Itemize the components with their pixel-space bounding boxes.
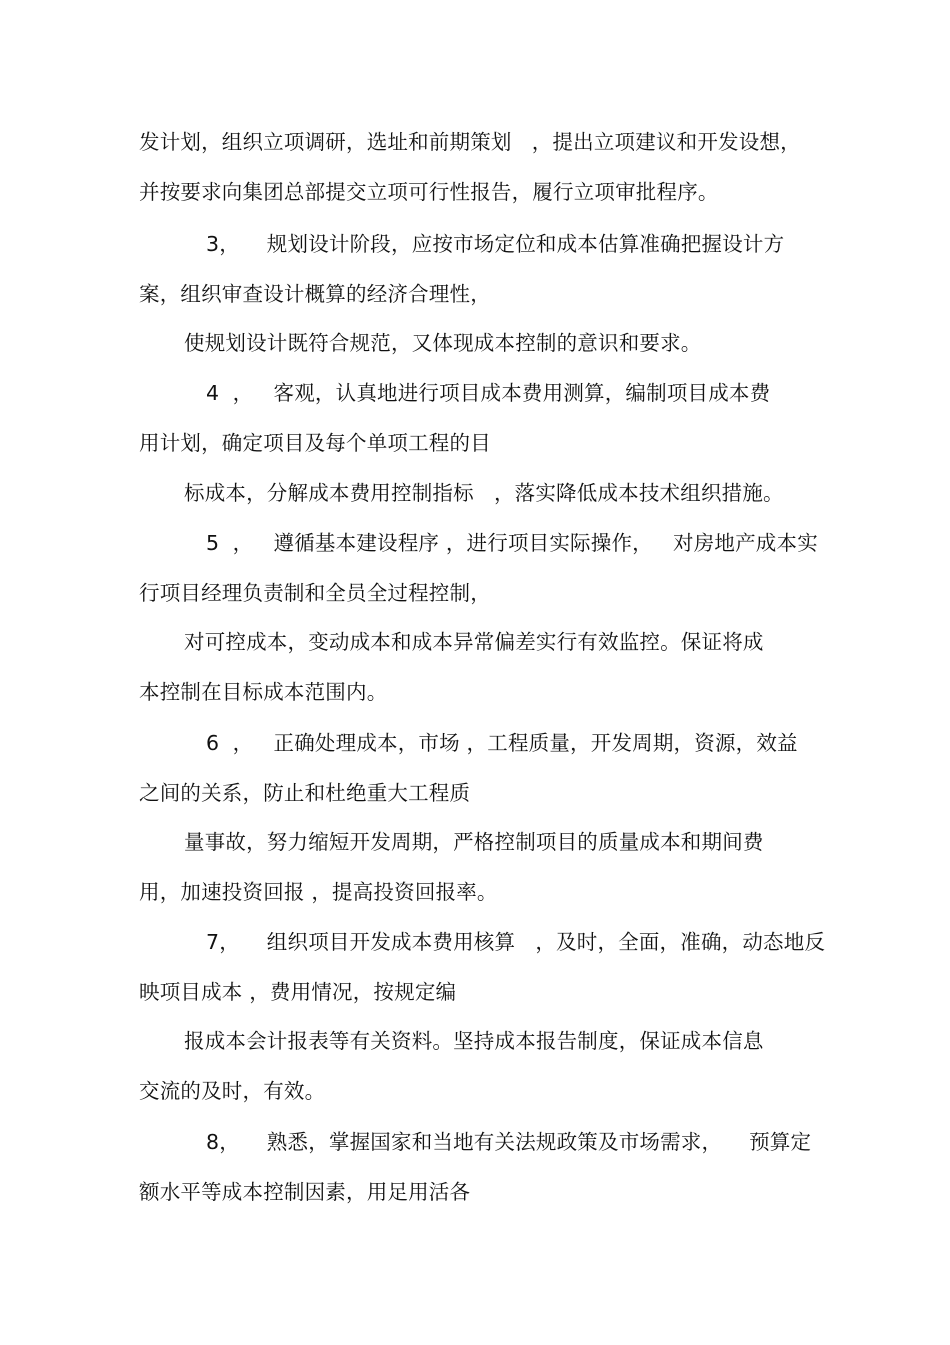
text-line: 报成本会计报表等有关资料。坚持成本报告制度，保证成本信息	[184, 1029, 764, 1053]
text-line: 对可控成本，变动成本和成本异常偏差实行有效监控。保证将成	[184, 630, 764, 654]
numbered-item-3: 3， 规划设计阶段，应按市场定位和成本估算准确把握设计方	[206, 232, 785, 256]
text-line: 用计划，确定项目及每个单项工程的目	[139, 431, 491, 455]
text-line: 行项目经理负责制和全员全过程控制，	[139, 581, 491, 605]
text-line: 之间的关系，防止和杜绝重大工程质	[139, 781, 471, 805]
text-line: 额水平等成本控制因素，用足用活各	[139, 1180, 471, 1204]
text-line: 映项目成本 ，费用情况，按规定编	[139, 980, 457, 1004]
text-line: 案，组织审查设计概算的经济合理性，	[139, 282, 491, 306]
numbered-item-7: 7， 组织项目开发成本费用核算 ，及时，全面，准确，动态地反	[206, 930, 826, 954]
numbered-item-4: 4 ， 客观，认真地进行项目成本费用测算，编制项目成本费	[206, 381, 771, 405]
text-line: 交流的及时，有效。	[139, 1079, 326, 1103]
text-line: 用，加速投资回报 ，提高投资回报率。	[139, 880, 498, 904]
text-line: 量事故，努力缩短开发周期，严格控制项目的质量成本和期间费	[184, 830, 764, 854]
numbered-item-5: 5 ， 遵循基本建设程序 ，进行项目实际操作， 对房地产成本实	[206, 531, 818, 555]
text-line: 使规划设计既符合规范，又体现成本控制的意识和要求。	[184, 331, 702, 355]
numbered-item-6: 6 ， 正确处理成本，市场 ，工程质量，开发周期，资源，效益	[206, 731, 798, 755]
text-line: 发计划，组织立项调研，选址和前期策划 ，提出立项建议和开发设想，	[139, 130, 801, 154]
text-line: 标成本，分解成本费用控制指标 ，落实降低成本技术组织措施。	[184, 481, 784, 505]
text-line: 本控制在目标成本范围内。	[139, 680, 388, 704]
numbered-item-8: 8， 熟悉，掌握国家和当地有关法规政策及市场需求， 预算定	[206, 1130, 812, 1154]
text-line: 并按要求向集团总部提交立项可行性报告，履行立项审批程序。	[139, 180, 719, 204]
